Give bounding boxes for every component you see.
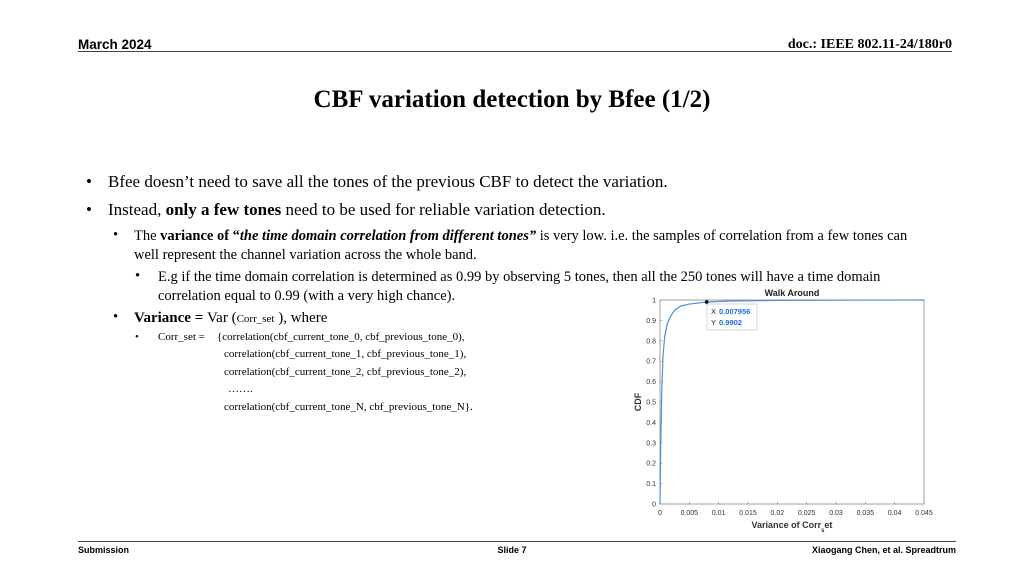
bullet-1-text: Bfee doesn’t need to save all the tones of the previous CBF to detect the variation. (108, 172, 668, 191)
x-tick-label: 0.03 (829, 510, 843, 517)
cdf-chart (626, 285, 956, 535)
datatip-x-value: 0.007956 (719, 307, 751, 316)
sub-bullet-1 (113, 227, 933, 265)
x-tick-label: 0.04 (887, 510, 902, 517)
sub1-post: is very low. i.e. the samples of correlation from a few tones can well represent the channel variation across the whole band. (134, 228, 908, 263)
slide-title: CBF variation detection by Bfee (1/2) (313, 86, 711, 113)
sub1-pre: The (134, 228, 161, 244)
datatip-marker (705, 300, 709, 304)
x-tick-label: 0.035 (856, 510, 875, 517)
bullet-2-text (108, 200, 606, 220)
y-tick-label: 0 (652, 501, 656, 509)
bullet-2-pre: Instead, (108, 200, 166, 219)
datatip-box (707, 304, 757, 330)
y-tick-label: 0.7 (646, 358, 656, 366)
bullet-2-post: need to be used for reliable variation detection. (281, 200, 606, 219)
corr-line-2: correlation(cbf_current_tone_2, cbf_previous_tone_2), (224, 366, 467, 378)
bullet-2-bold: only a few tones (165, 200, 282, 219)
x-tick-label: 0.045 (915, 510, 933, 517)
x-tick-label: 0.015 (739, 510, 757, 517)
y-tick-label: 0.5 (646, 399, 656, 407)
x-axis-label-sub: s (821, 528, 825, 534)
header-rule (78, 51, 952, 52)
sub1-bold: variance of “ (160, 228, 240, 244)
sub1-italic: the time domain correlation from different tones” (239, 228, 537, 244)
x-tick-label: 0.01 (711, 510, 726, 517)
bullet-dot-icon: • (86, 200, 92, 219)
x-tick-label: 0.025 (797, 510, 816, 517)
x-tick-label: 0.005 (680, 510, 699, 517)
x-tick-label: 0.02 (770, 510, 785, 517)
plot-frame (660, 300, 924, 504)
footer-submission: Submission (78, 545, 130, 555)
corr-line-3: ……. (228, 383, 253, 395)
datatip-x-label: X (711, 307, 717, 316)
corr-set-label: Corr_set = (158, 331, 205, 343)
x-tick-label: 0 (658, 510, 662, 517)
bullet-dot-icon: • (86, 172, 92, 191)
variance-var: Var ( (207, 310, 237, 326)
sub-bullet-1-text (134, 227, 933, 265)
y-axis-label: CDF (633, 392, 643, 412)
bullet-dot-icon: • (135, 331, 139, 343)
x-axis-label (752, 520, 833, 534)
y-tick-label: 0.6 (646, 379, 656, 387)
header-doc-id: doc.: IEEE 802.11-24/180r0 (787, 37, 952, 52)
chart-title: Walk Around (764, 288, 820, 298)
corr-line-4: correlation(cbf_current_tone_N, cbf_previous_tone_N}. (224, 401, 473, 413)
y-tick-label: 1 (652, 297, 656, 305)
datatip-y-value: 0.9902 (719, 318, 742, 327)
header-date: March 2024 (78, 37, 152, 52)
variance-small: Corr_set (236, 313, 275, 325)
y-tick-label: 0.3 (646, 440, 656, 448)
y-tick-label: 0.4 (646, 419, 656, 427)
y-tick-label: 0.2 (646, 460, 656, 468)
variance-post: ), where (274, 310, 328, 326)
sub-sub-bullet-1-text: E.g if the time domain correlation is determined as 0.99 by observing 5 tones, then all the 250 tones will have a time domain correlation equal to 0.99 (with a very high chance). (158, 269, 881, 304)
datatip-y (711, 318, 742, 327)
y-tick-label: 0.8 (646, 338, 656, 346)
datatip-y-label: Y (711, 318, 717, 327)
bullet-dot-icon: • (113, 309, 119, 325)
x-axis-label-tail: et (824, 520, 833, 530)
bullet-dot-icon: • (113, 227, 119, 243)
variance-bold: Variance = (134, 310, 207, 326)
footer-authors: Xiaogang Chen, et al. Spreadtrum (811, 545, 956, 555)
corr-line-1: correlation(cbf_current_tone_1, cbf_previous_tone_1), (224, 348, 467, 360)
x-axis-label-main: Variance of Corr (751, 520, 822, 530)
footer-slide-number: Slide 7 (497, 545, 527, 555)
corr-line-0: {correlation(cbf_current_tone_0, cbf_previous_tone_0), (217, 331, 465, 343)
bullet-dot-icon: • (135, 268, 141, 284)
y-tick-label: 0.9 (646, 317, 656, 325)
y-tick-label: 0.1 (646, 481, 656, 489)
footer-rule (78, 541, 956, 542)
